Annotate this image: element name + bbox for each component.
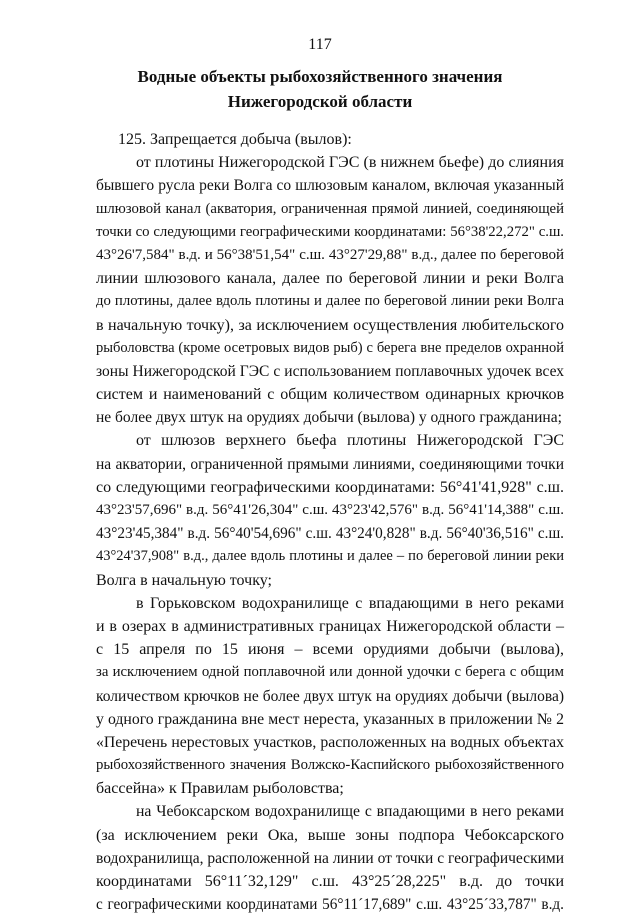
page-number: 117 xyxy=(308,36,332,53)
text-line: от плотины Нижегородской ГЭС (в нижнем бьефе) до слияния xyxy=(136,154,564,172)
text-line: (за исключением реки Ока, выше зоны подпора Чебоксарского xyxy=(96,826,564,844)
text-line: зоны Нижегородской ГЭС с использованием поплавочных удочек всех xyxy=(96,362,564,380)
text-line: рыболовства (кроме осетровых видов рыб) с берега вне пределов охранной xyxy=(96,339,564,356)
text-line: Волга в начальную точку; xyxy=(96,571,272,589)
body-text xyxy=(96,128,564,916)
text-line: за исключением одной поплавочной или донной удочки с берега с общим xyxy=(96,664,564,681)
text-line: рыбохозяйственного значения Волжско-Каспийского рыбохозяйственного xyxy=(96,757,564,774)
text-line: шлюзовой канал (акватория, ограниченная прямой линией, соединяющей xyxy=(96,200,564,217)
text-line: от шлюзов верхнего бьефа плотины Нижегородской ГЭС xyxy=(136,432,564,450)
title-line-1: Водные объекты рыбохозяйственного значения xyxy=(137,67,503,86)
text-line: в начальную точку), за исключением осуществления любительского xyxy=(96,316,564,334)
text-line: на Чебоксарском водохранилище с впадающими в него реками xyxy=(136,803,564,821)
text-line: водохранилища, расположенной на линии от точки с географическими xyxy=(96,849,564,867)
text-line: со следующими географическими координатами: 56°41'41,928" с.ш. xyxy=(96,478,564,496)
text-line: в Горьковском водохранилище с впадающими в него реками xyxy=(136,594,564,612)
text-line: линии шлюзового канала, далее по береговой линии и реки Волга xyxy=(96,270,564,288)
text-line: систем и наименований с общим количеством одинарных крючков xyxy=(96,386,564,404)
text-line: 43°23'57,696" в.д. 56°41'26,304" с.ш. 43°23'42,576" в.д. 56°41'14,388" с.ш. xyxy=(96,502,564,518)
text-line: бывшего русла реки Волга со шлюзовым каналом, включая указанный xyxy=(96,177,564,195)
text-line: и в озерах в административных границах Нижегородской области – xyxy=(96,617,564,635)
text-line: бассейна» к Правилам рыболовства; xyxy=(96,780,344,798)
text-line: координатами 56°11´32,129" с.ш. 43°25´28,225" в.д. до точки xyxy=(96,873,564,890)
document-title xyxy=(0,64,640,114)
text-line: у одного гражданина вне мест нереста, указанных в приложении № 2 xyxy=(96,710,564,728)
text-line: 125. Запрещается добыча (вылов): xyxy=(118,131,352,148)
text-line: с 15 апреля по 15 июня – всеми орудиями добычи (вылова), xyxy=(96,641,564,659)
text-line: 43°26'7,584" в.д. и 56°38'51,54" с.ш. 43°27'29,88" в.д., далее по береговой xyxy=(96,246,564,263)
text-line: количеством крючков не более двух штук на орудиях добычи (вылова) xyxy=(96,687,564,705)
text-line: «Перечень нерестовых участков, расположенных на водных объектах xyxy=(96,733,564,751)
text-line: точки со следующими географическими координатами: 56°38'22,272" с.ш. xyxy=(96,223,564,240)
text-line: не более двух штук на орудиях добычи (вылова) у одного гражданина; xyxy=(96,409,562,427)
text-line: на акватории, ограниченной прямыми линиями, соединяющими точки xyxy=(96,455,564,473)
text-line: до плотины, далее вдоль плотины и далее по береговой линии реки Волга xyxy=(96,293,564,310)
text-line: 43°24'37,908" в.д., далее вдоль плотины и далее – по береговой линии реки xyxy=(96,548,564,565)
text-line: 43°23'45,384" в.д. 56°40'54,696" с.ш. 43°24'0,828" в.д. 56°40'36,516" с.ш. xyxy=(96,525,564,543)
text-line: с географическими координатами 56°11´17,689" с.ш. 43°25´33,787" в.д. xyxy=(96,896,564,914)
title-line-2: Нижегородской области xyxy=(227,92,413,111)
